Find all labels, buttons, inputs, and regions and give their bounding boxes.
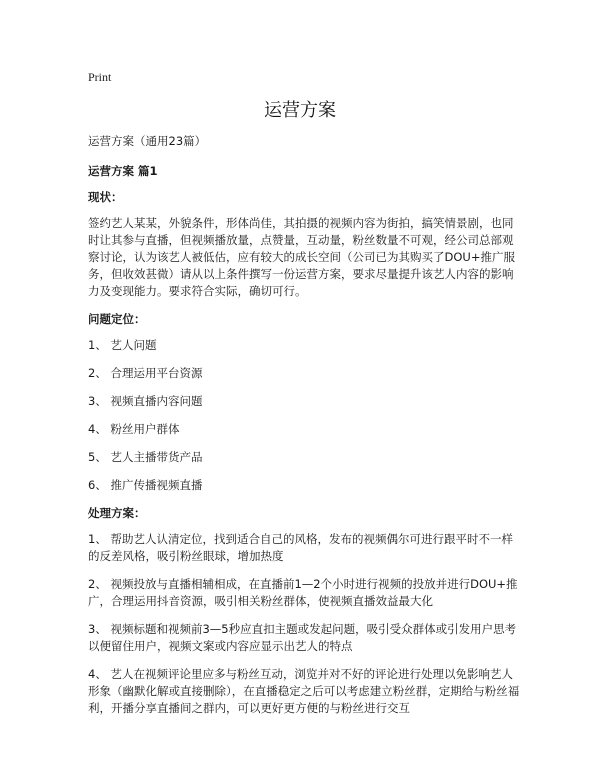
list-item: 1、 帮助艺人认清定位，找到适合自己的风格，发布的视频偶尔可进行跟平时不一样的反差风格，吸引粉丝眼球，增加热度	[88, 532, 513, 563]
section-title: 运营方案 篇1	[88, 164, 158, 178]
list-item: 3、 视频标题和视频前3—5秒应直扣主题或发起问题，吸引受众群体或引发用户思考以便留住用户，视频文案或内容应显示出艺人的特点	[88, 622, 517, 653]
list-item: 6、 推广传播视频直播	[88, 478, 203, 492]
page-title: 运营方案	[264, 100, 336, 121]
document-subtitle: 运营方案（通用23篇）	[88, 134, 207, 148]
print-label: Print	[88, 70, 112, 84]
list-item: 1、 艺人问题	[88, 338, 157, 352]
status-paragraph: 签约艺人某某，外貌条件，形体尚佳，其拍摄的视频内容为街拍，搞笑情景剧，也同时让其参与直播，但视频播放量，点赞量，互动量，粉丝数量不可观，经公司总部观察讨论，认为该艺人被低估，应有较大的成长空间（公司已为其购买了DOU+推广服务，但收效甚微）请从以上条件撰写一份运营方案，要求尽量提升该艺人内容的影响力及变现能力。要求符合实际，确切可行。	[88, 216, 515, 298]
problem-heading: 问题定位：	[88, 312, 146, 326]
list-item: 2、 视频投放与直播相辅相成，在直播前1—2个小时进行视频的投放并进行DOU+推广，合理运用抖音资源，吸引相关粉丝群体，使视频直播效益最大化	[88, 577, 518, 608]
list-item: 5、 艺人主播带货产品	[88, 450, 203, 464]
status-heading: 现状：	[88, 190, 123, 204]
document-body	[88, 133, 520, 728]
solution-heading: 处理方案：	[88, 506, 146, 520]
list-item: 4、 艺人在视频评论里应多与粉丝互动，浏览并对不好的评论进行处理以免影响艺人形象（幽默化解或直接删除），在直播稳定之后可以考虑建立粉丝群，定期给与粉丝福利，开播分享直播间之群内，可以更好更方便的与粉丝进行交互	[88, 667, 520, 715]
solution-list	[88, 531, 520, 717]
list-item: 4、 粉丝用户群体	[88, 422, 180, 436]
list-item: 2、 合理运用平台资源	[88, 366, 203, 380]
list-item: 3、 视频直播内容问题	[88, 394, 203, 408]
problem-list	[88, 337, 520, 494]
